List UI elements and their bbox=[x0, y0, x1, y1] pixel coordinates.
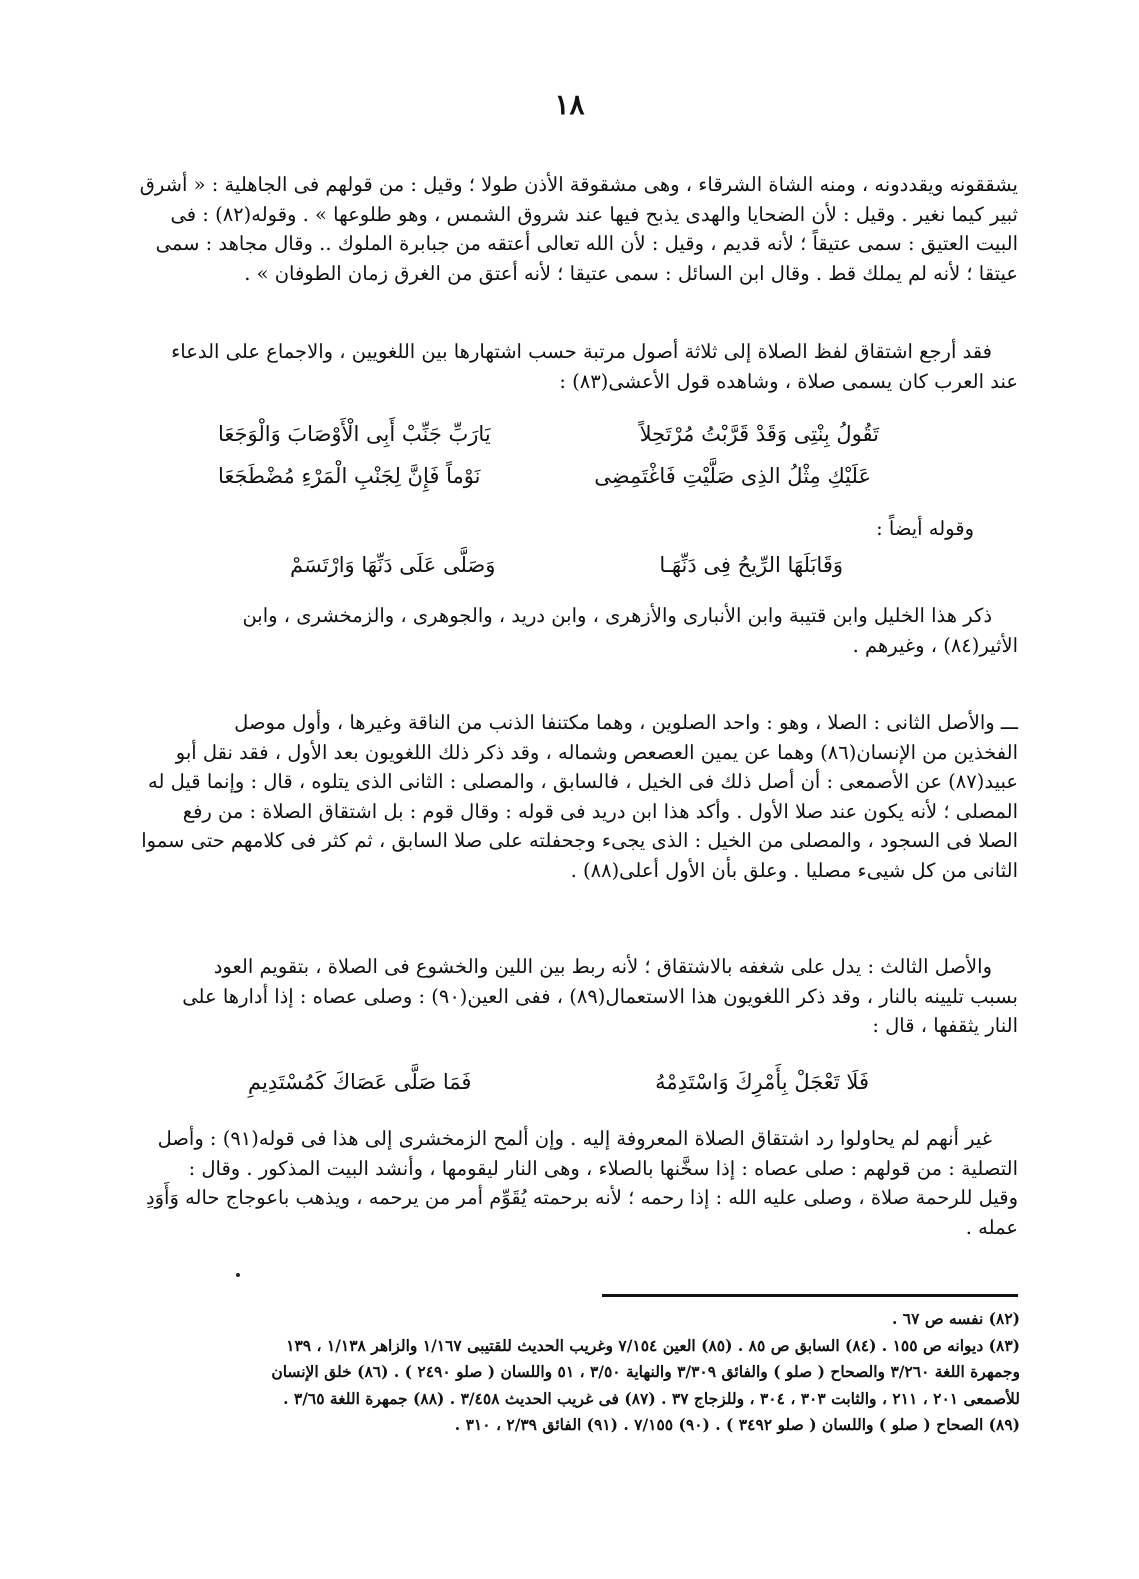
text-line: والأصل الثالث : يدل على شغفه بالاشتقاق ؛ لأنه ربط بين اللين والخشوع فى الصلاة ، بتقويم العود bbox=[213, 955, 992, 978]
page-number: ١٨ bbox=[554, 88, 585, 121]
paragraph-4 bbox=[118, 601, 1018, 660]
text-line: وقيل للرحمة صلاة ، وصلى عليه الله : إذا رحمه ؛ لأنه برحمته يُقَوِّم أمر من يرحمه ، ويذهب باعوجاج حاله وَأَوَدِ bbox=[145, 1186, 1018, 1210]
text-line: ـــ والأصل الثانى : الصلا ، وهو : واحد الصلوين ، وهما مكتنفا الذنب من الناقة وغيرها ، وأول موصل bbox=[234, 711, 1018, 734]
verse-3-right: وَقَابَلَهَا الرِّيحُ فِى دَنِّهَـا bbox=[659, 553, 843, 577]
paragraph-6 bbox=[118, 952, 1018, 1041]
footnotes bbox=[120, 1306, 1020, 1439]
footnote-separator bbox=[602, 1294, 1018, 1297]
text-line: البيت العتيق : سمى عتيقاً ؛ لأنه قديم ، وقيل : لأن الله تعالى أعتقه من جبابرة الملوك .. وقال مجاهد : سمى bbox=[155, 232, 1018, 256]
text-line: عيتقا ؛ لأنه لم يملك قط . وقال ابن السائل : سمى عتيقا ؛ لأنه أعتق من الغرق زمان الطوفان » . bbox=[244, 261, 1018, 285]
text-line: الأثير(٨٤) ، وغيرهم . bbox=[852, 633, 1018, 657]
text-line: عمله . bbox=[965, 1215, 1018, 1239]
text-line: ذكر هذا الخليل وابن قتيبة وابن الأنبارى والأزهرى ، وابن دريد ، والجوهرى ، والزمخشرى ، وابن bbox=[242, 604, 992, 627]
footnote-line: وجمهرة اللغة ٣/٢٦٠ والصحاح ( صلو ) والفائق ٣/٣٠٩ والنهاية ٣/٥٠ ، ٥١ واللسان ( صلو ٢٤٩٠ ) . (٨٦) خلق الإنسان bbox=[271, 1362, 1020, 1381]
text-line: النار يثقفها ، قال : bbox=[872, 1014, 1018, 1038]
footnote-line: للأصمعى ٢٠١ ، ٢١١ ، والثابت ٣٠٣ ، ٣٠٤ ، وللزجاج ٣٧ . (٨٧) فى غريب الحديث ٣/٤٥٨ . (٨٨) جمهرة اللغة ٣/٦٥ . bbox=[283, 1388, 1020, 1408]
text-line: المصلى ؛ لأنه يكون عند صلا الأول . وأكد هذا ابن دريد فى قوله : وقال قوم : بل اشتقاق الصلاة : من رفع bbox=[182, 799, 1018, 823]
footnote-line: (٨٢) نفسه ص ٦٧ . bbox=[891, 1309, 1020, 1328]
paragraph-1 bbox=[118, 170, 1018, 288]
text-line: الصلا فى السجود ، والمصلى من الخيل : الذى يجىء وجحفلته على صلا السابق ، ثم كثر فى كلامهم حتى سموا bbox=[141, 829, 1018, 853]
ink-dot bbox=[236, 1273, 240, 1277]
text-line: بسبب تليينه بالنار ، وقد ذكر اللغويون هذا الاستعمال(٨٩) ، ففى العين(٩٠) : وصلى عصاه : إذا أدارها على bbox=[182, 984, 1018, 1008]
verse-3-left: وَصَلَّى عَلَى دَنِّهَا وَارْتَسَمْ bbox=[290, 553, 496, 577]
verse-4-right: فَلَا تَعْجَلْ بِأَمْرِكَ وَاسْتَدِمْهُ bbox=[655, 1070, 869, 1094]
text-line: الثانى من كل شيىء مصليا . وعلق بأن الأول أعلى(٨٨) . bbox=[570, 858, 1018, 882]
verse-4-left: فَمَا صَلَّى عَصَاكَ كَمُسْتَدِيمِ bbox=[248, 1070, 472, 1094]
text-line: الفخذين من الإنسان(٨٦) وهما عن يمين العصعص وشماله ، وقد ذكر ذلك اللغويون بعد الأول ، فقد نقل أبو bbox=[175, 740, 1018, 764]
text-line: ثبير كيما نغير . وقيل : لأن الضحايا والهدى يذبح فيها عند شروق الشمس ، وهو طلوعها » . وقوله(٨٢) : فى bbox=[170, 202, 1018, 226]
paragraph-7 bbox=[118, 1124, 1018, 1242]
verse-1-right: تَقُولُ بِنْتِى وَقَدْ قَرَّبْتُ مُرْتَحِلاً bbox=[639, 422, 879, 446]
text-line: غير أنهم لم يحاولوا رد اشتقاق الصلاة المعروفة إليه . وإن ألمح الزمخشرى إلى هذا فى قوله(٩١) : وأصل bbox=[157, 1127, 992, 1150]
text-line: عند العرب كان يسمى صلاة ، وشاهده قول الأعشى(٨٣) : bbox=[559, 369, 1018, 393]
text-line: التصلية : من قولهم : صلى عصاه : إذا سخَّنها بالصلاء ، وهى النار ليقومها ، وأنشد البيت المذكور . وقال : bbox=[188, 1156, 1018, 1180]
verse-1-left: يَارَبِّ جَنِّبْ أَبِى الْأَوْصَابَ وَالْوَجَعَا bbox=[218, 422, 491, 446]
paragraph-3 bbox=[118, 514, 1018, 544]
footnote-line: (٨٣) ديوانه ص ١٥٥ . (٨٤) السابق ص ٨٥ . (٨٥) العين ٧/١٥٤ وغريب الحديث للقتيبى ١/١٦٧ والزاهر ١/١٣٨ ، ١٣٩ bbox=[286, 1335, 1020, 1355]
paragraph-2 bbox=[118, 337, 1018, 396]
text-line: وقوله أيضاً : bbox=[876, 517, 974, 540]
verse-2-left: نَوْماً فَإِنَّ لِجَنْبِ الْمَرْءِ مُضْطَجَعَا bbox=[218, 464, 481, 488]
footnote-line: (٨٩) الصحاح ( صلو ) واللسان ( صلو ٣٤٩٢ ) . (٩٠) ٧/١٥٥ . (٩١) الفائق ٢/٣٩ ، ٣١٠ . bbox=[454, 1415, 1020, 1434]
paragraph-5 bbox=[118, 708, 1018, 886]
verse-2-right: عَلَيْكِ مِثْلُ الذِى صَلَّيْتِ فَاغْتَمِضِى bbox=[594, 464, 871, 488]
text-line: يشققونه ويقددونه ، ومنه الشاة الشرقاء ، وهى مشقوقة الأذن طولا ؛ وقيل : من قولهم فى الجاهلية : « أشرق bbox=[139, 173, 1018, 196]
text-line: فقد أرجع اشتقاق لفظ الصلاة إلى ثلاثة أصول مرتبة حسب اشتهارها بين اللغويين ، والاجماع على الدعاء bbox=[171, 340, 992, 363]
text-line: عبيد(٨٧) عن الأصمعى : أن أصل ذلك فى الخيل ، فالسابق ، والمصلى : الثانى الذى يتلوه ، قال : وإنما قيل له bbox=[148, 770, 1018, 794]
